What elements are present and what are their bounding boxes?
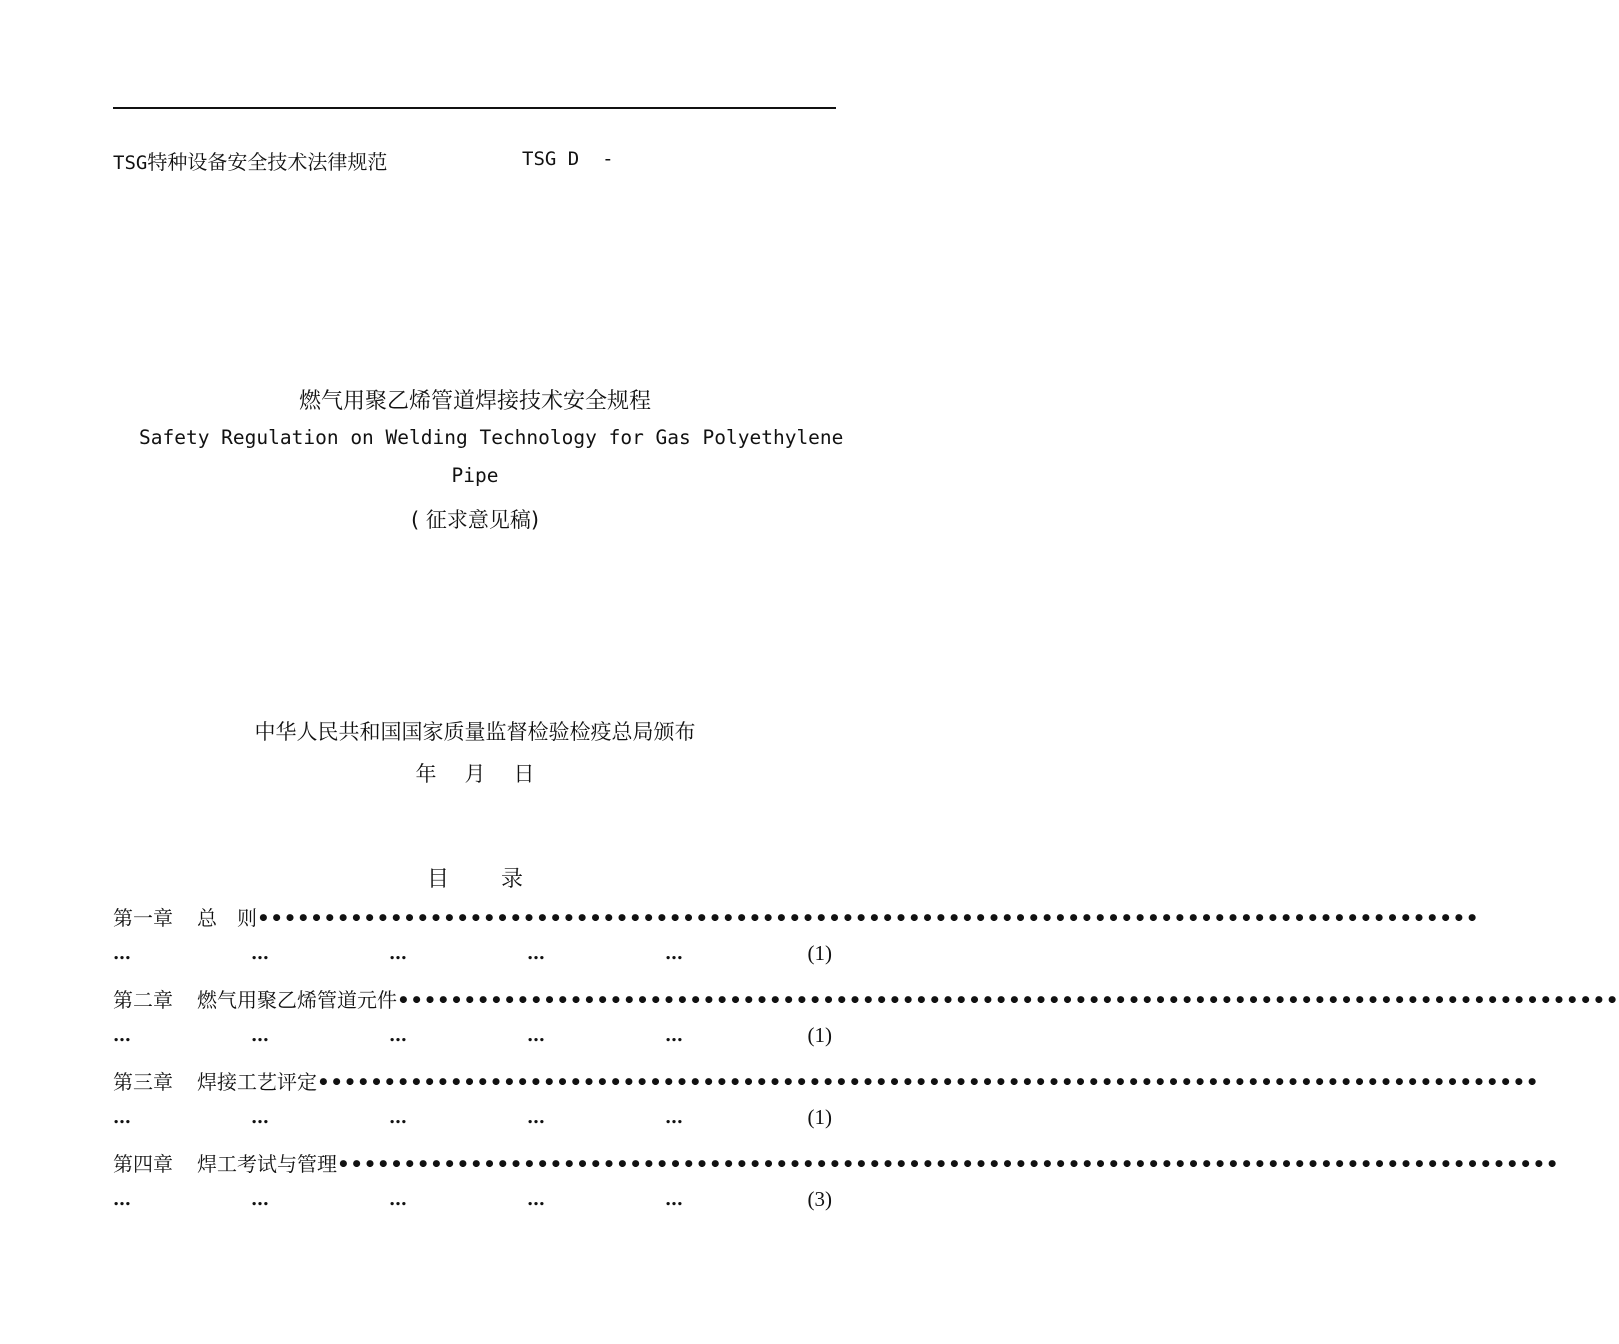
toc-dots: …	[527, 1189, 545, 1210]
toc-dots: …	[389, 1107, 407, 1128]
toc-heading-char-2: 录	[501, 867, 524, 892]
toc-chapter-number: 第三章	[113, 1070, 173, 1094]
toc-dots: …	[251, 1107, 269, 1128]
toc-leader-dots: ••••••••••••••••••••••••••••••••••••••••••••••••••••••••••••••••••••••••••••••••••••••••••••	[397, 988, 1619, 1012]
document-title-chinese: 燃气用聚乙烯管道焊接技术安全规程	[298, 389, 651, 414]
series-header	[113, 146, 387, 175]
toc-dots: …	[665, 1025, 683, 1046]
toc-leader-dots: ••••••••••••••••••••••••••••••••••••••••••••••••••••••••••••••••••••••••••••••••••••••••••••	[317, 1070, 1540, 1094]
toc-chapter-number: 第四章	[113, 1152, 173, 1176]
toc-entry[interactable]	[113, 1066, 1540, 1129]
toc-dots: …	[251, 1189, 269, 1210]
toc-dots: …	[527, 1107, 545, 1128]
document-code: TSG D -	[522, 148, 614, 170]
toc-dots: …	[665, 1189, 683, 1210]
toc-leader-dots: ••••••••••••••••••••••••••••••••••••••••••••••••••••••••••••••••••••••••••••••••••••••••••••	[257, 906, 1480, 930]
toc-dots: …	[251, 943, 269, 964]
toc-chapter-title: 焊工考试与管理	[197, 1152, 337, 1176]
toc-dots: …	[665, 1107, 683, 1128]
toc-dots: …	[251, 1025, 269, 1046]
toc-dots: …	[389, 943, 407, 964]
toc-chapter-title: 焊接工艺评定	[197, 1070, 317, 1094]
toc-leader-dots: ••••••••••••••••••••••••••••••••••••••••••••••••••••••••••••••••••••••••••••••••••••••••••••	[337, 1152, 1560, 1176]
series-title: 特种设备安全技术法律规范	[147, 150, 388, 174]
toc-page-number: (1)	[807, 1105, 832, 1129]
toc-chapter-title: 总 则	[197, 906, 257, 930]
toc-heading	[0, 862, 950, 893]
date-month: 月	[464, 762, 486, 786]
toc-entry[interactable]	[113, 1148, 1560, 1211]
date-year: 年	[415, 762, 437, 786]
toc-dots: …	[113, 1025, 131, 1046]
toc-chapter-number: 第二章	[113, 988, 173, 1012]
toc-dots: …	[389, 1189, 407, 1210]
toc-chapter-number: 第一章	[113, 906, 173, 930]
toc-page-number: (1)	[807, 941, 832, 965]
toc-dots: …	[113, 943, 131, 964]
document-title-english-line1: Safety Regulation on Welding Technology for Gas Polyethylene	[139, 426, 844, 449]
toc-entry[interactable]	[113, 902, 1480, 965]
draft-status: ( 征求意见稿)	[410, 508, 540, 532]
toc-dots: …	[665, 943, 683, 964]
toc-dots: …	[113, 1189, 131, 1210]
header-rule	[113, 107, 836, 109]
toc-dots: …	[113, 1107, 131, 1128]
issue-date	[0, 758, 950, 788]
toc-heading-char-1: 目	[426, 867, 449, 892]
series-prefix: TSG	[113, 152, 148, 174]
toc-page-number: (1)	[807, 1023, 832, 1047]
issuing-authority: 中华人民共和国国家质量监督检验检疫总局颁布	[254, 720, 696, 744]
date-day: 日	[513, 762, 535, 786]
toc-page-number: (3)	[807, 1187, 832, 1211]
toc-entry[interactable]	[113, 984, 1619, 1047]
toc-dots: …	[389, 1025, 407, 1046]
document-title-english-line2: Pipe	[451, 464, 499, 487]
toc-chapter-title: 燃气用聚乙烯管道元件	[197, 988, 397, 1012]
toc-dots: …	[527, 1025, 545, 1046]
toc-dots: …	[527, 943, 545, 964]
